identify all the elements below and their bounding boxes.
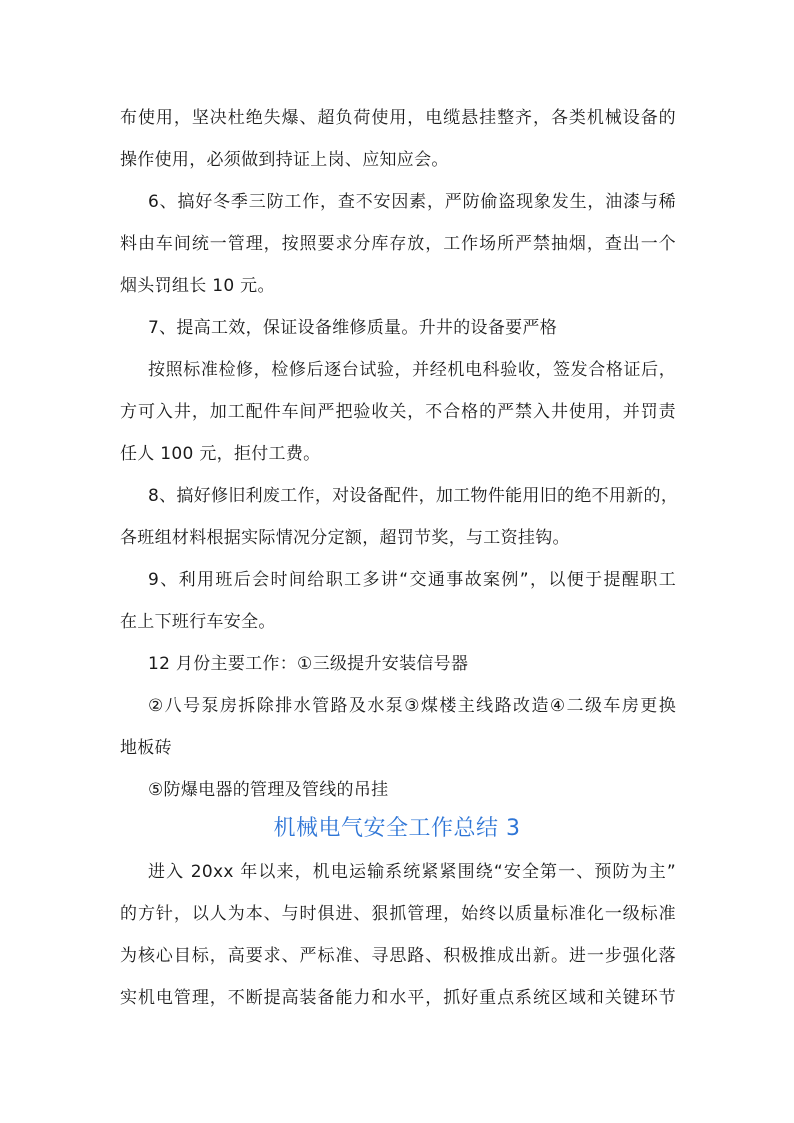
text-line: ⑤防爆电器的管理及管线的吊挂 [148,780,389,800]
text-line: 布使用，坚决杜绝失爆、超负荷使用，电缆悬挂整齐，各类机械设备的 [120,108,676,128]
text-line: 方可入井，加工配件车间严把验收关，不合格的严禁入井使用，并罚责 [120,402,676,422]
text-line: 为核心目标，高要求、严标准、寻思路、积极推成出新。进一步强化落 [120,946,676,966]
section-heading: 机械电气安全工作总结 3 [273,816,521,841]
text-line: 8、搞好修旧利废工作，对设备配件，加工物件能用旧的绝不用新的， [148,486,679,506]
text-line: 地板砖 [120,738,172,758]
text-line: 的方针，以人为本、与时俱进、狠抓管理，始终以质量标准化一级标准 [120,904,676,924]
text-line: 进入 20xx 年以来，机电运输系统紧紧围绕“安全第一、预防为主” [148,862,676,882]
text-line: 任人 100 元，拒付工费。 [120,444,321,464]
text-line: 12 月份主要工作：①三级提升安装信号器 [148,654,469,674]
text-line: 实机电管理，不断提高装备能力和水平，抓好重点系统区域和关键环节 [120,988,676,1008]
text-line: 料由车间统一管理，按照要求分库存放，工作场所严禁抽烟，查出一个 [120,234,676,254]
text-line: 操作使用，必须做到持证上岗、应知应会。 [120,150,449,170]
text-line: 9、利用班后会时间给职工多讲“交通事故案例”，以便于提醒职工 [148,570,676,590]
text-line: 烟头罚组长 10 元。 [120,276,275,296]
text-line: 6、搞好冬季三防工作，查不安因素，严防偷盗现象发生，油漆与稀 [148,192,676,212]
text-line: 在上下班行车安全。 [120,612,276,632]
text-line: 7、提高工效，保证设备维修质量。升井的设备要严格 [148,318,558,338]
text-line: 各班组材料根据实际情况分定额，超罚节奖，与工资挂钩。 [120,528,570,548]
text-line: 按照标准检修，检修后逐台试验，并经机电科验收，签发合格证后， [148,360,676,380]
text-line: ②八号泵房拆除排水管路及水泵③煤楼主线路改造④二级车房更换 [148,696,676,716]
